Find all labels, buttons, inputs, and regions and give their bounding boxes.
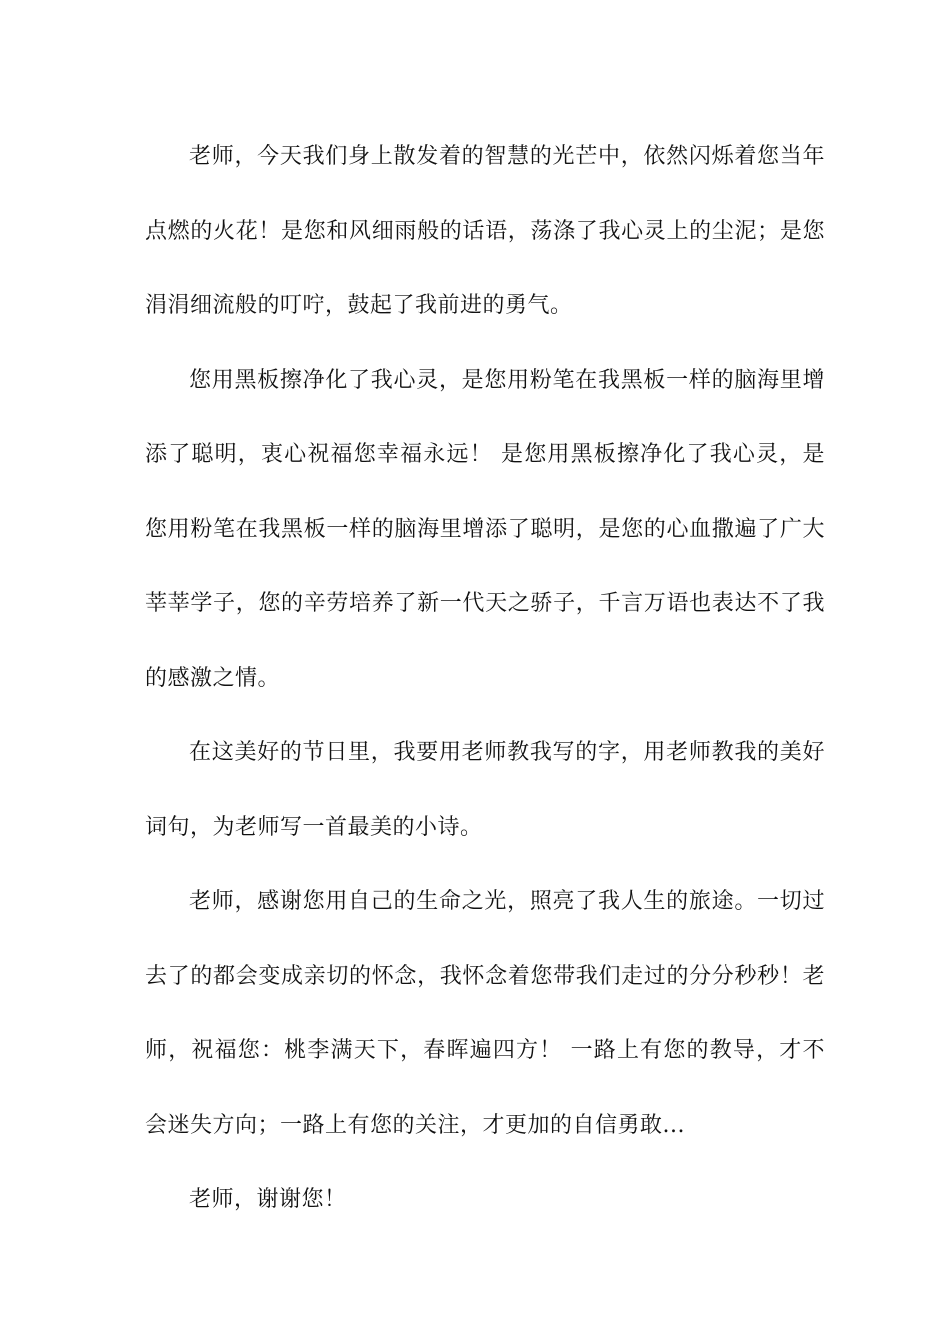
paragraph-5: 老师，谢谢您！ (189, 1187, 347, 1212)
document-body (145, 120, 825, 1238)
paragraph-1: 老师，今天我们身上散发着的智慧的光芒中，依然闪烁着您当年点燃的火花！是您和风细雨般的话语，荡涤了我心灵上的尘泥；是您涓涓细流般的叮咛，鼓起了我前进的勇气。 (145, 144, 825, 318)
paragraph-4: 老师，感谢您用自己的生命之光，照亮了我人生的旅途。一切过去了的都会变成亲切的怀念，我怀念着您带我们走过的分分秒秒！老师，祝福您：桃李满天下，春晖遍四方！ 一路上有您的教导，才不会迷失方向；一路上有您的关注，才更加的自信勇敢... (145, 889, 825, 1138)
paragraph-2: 您用黑板擦净化了我心灵，是您用粉笔在我黑板一样的脑海里增添了聪明，衷心祝福您幸福永远！ 是您用黑板擦净化了我心灵，是您用粉笔在我黑板一样的脑海里增添了聪明，是您的心血撒遍了广大莘莘学子，您的辛劳培养了新一代天之骄子，千言万语也表达不了我的感激之情。 (145, 367, 825, 691)
paragraph-3: 在这美好的节日里，我要用老师教我写的字，用老师教我的美好词句，为老师写一首最美的小诗。 (145, 740, 825, 840)
